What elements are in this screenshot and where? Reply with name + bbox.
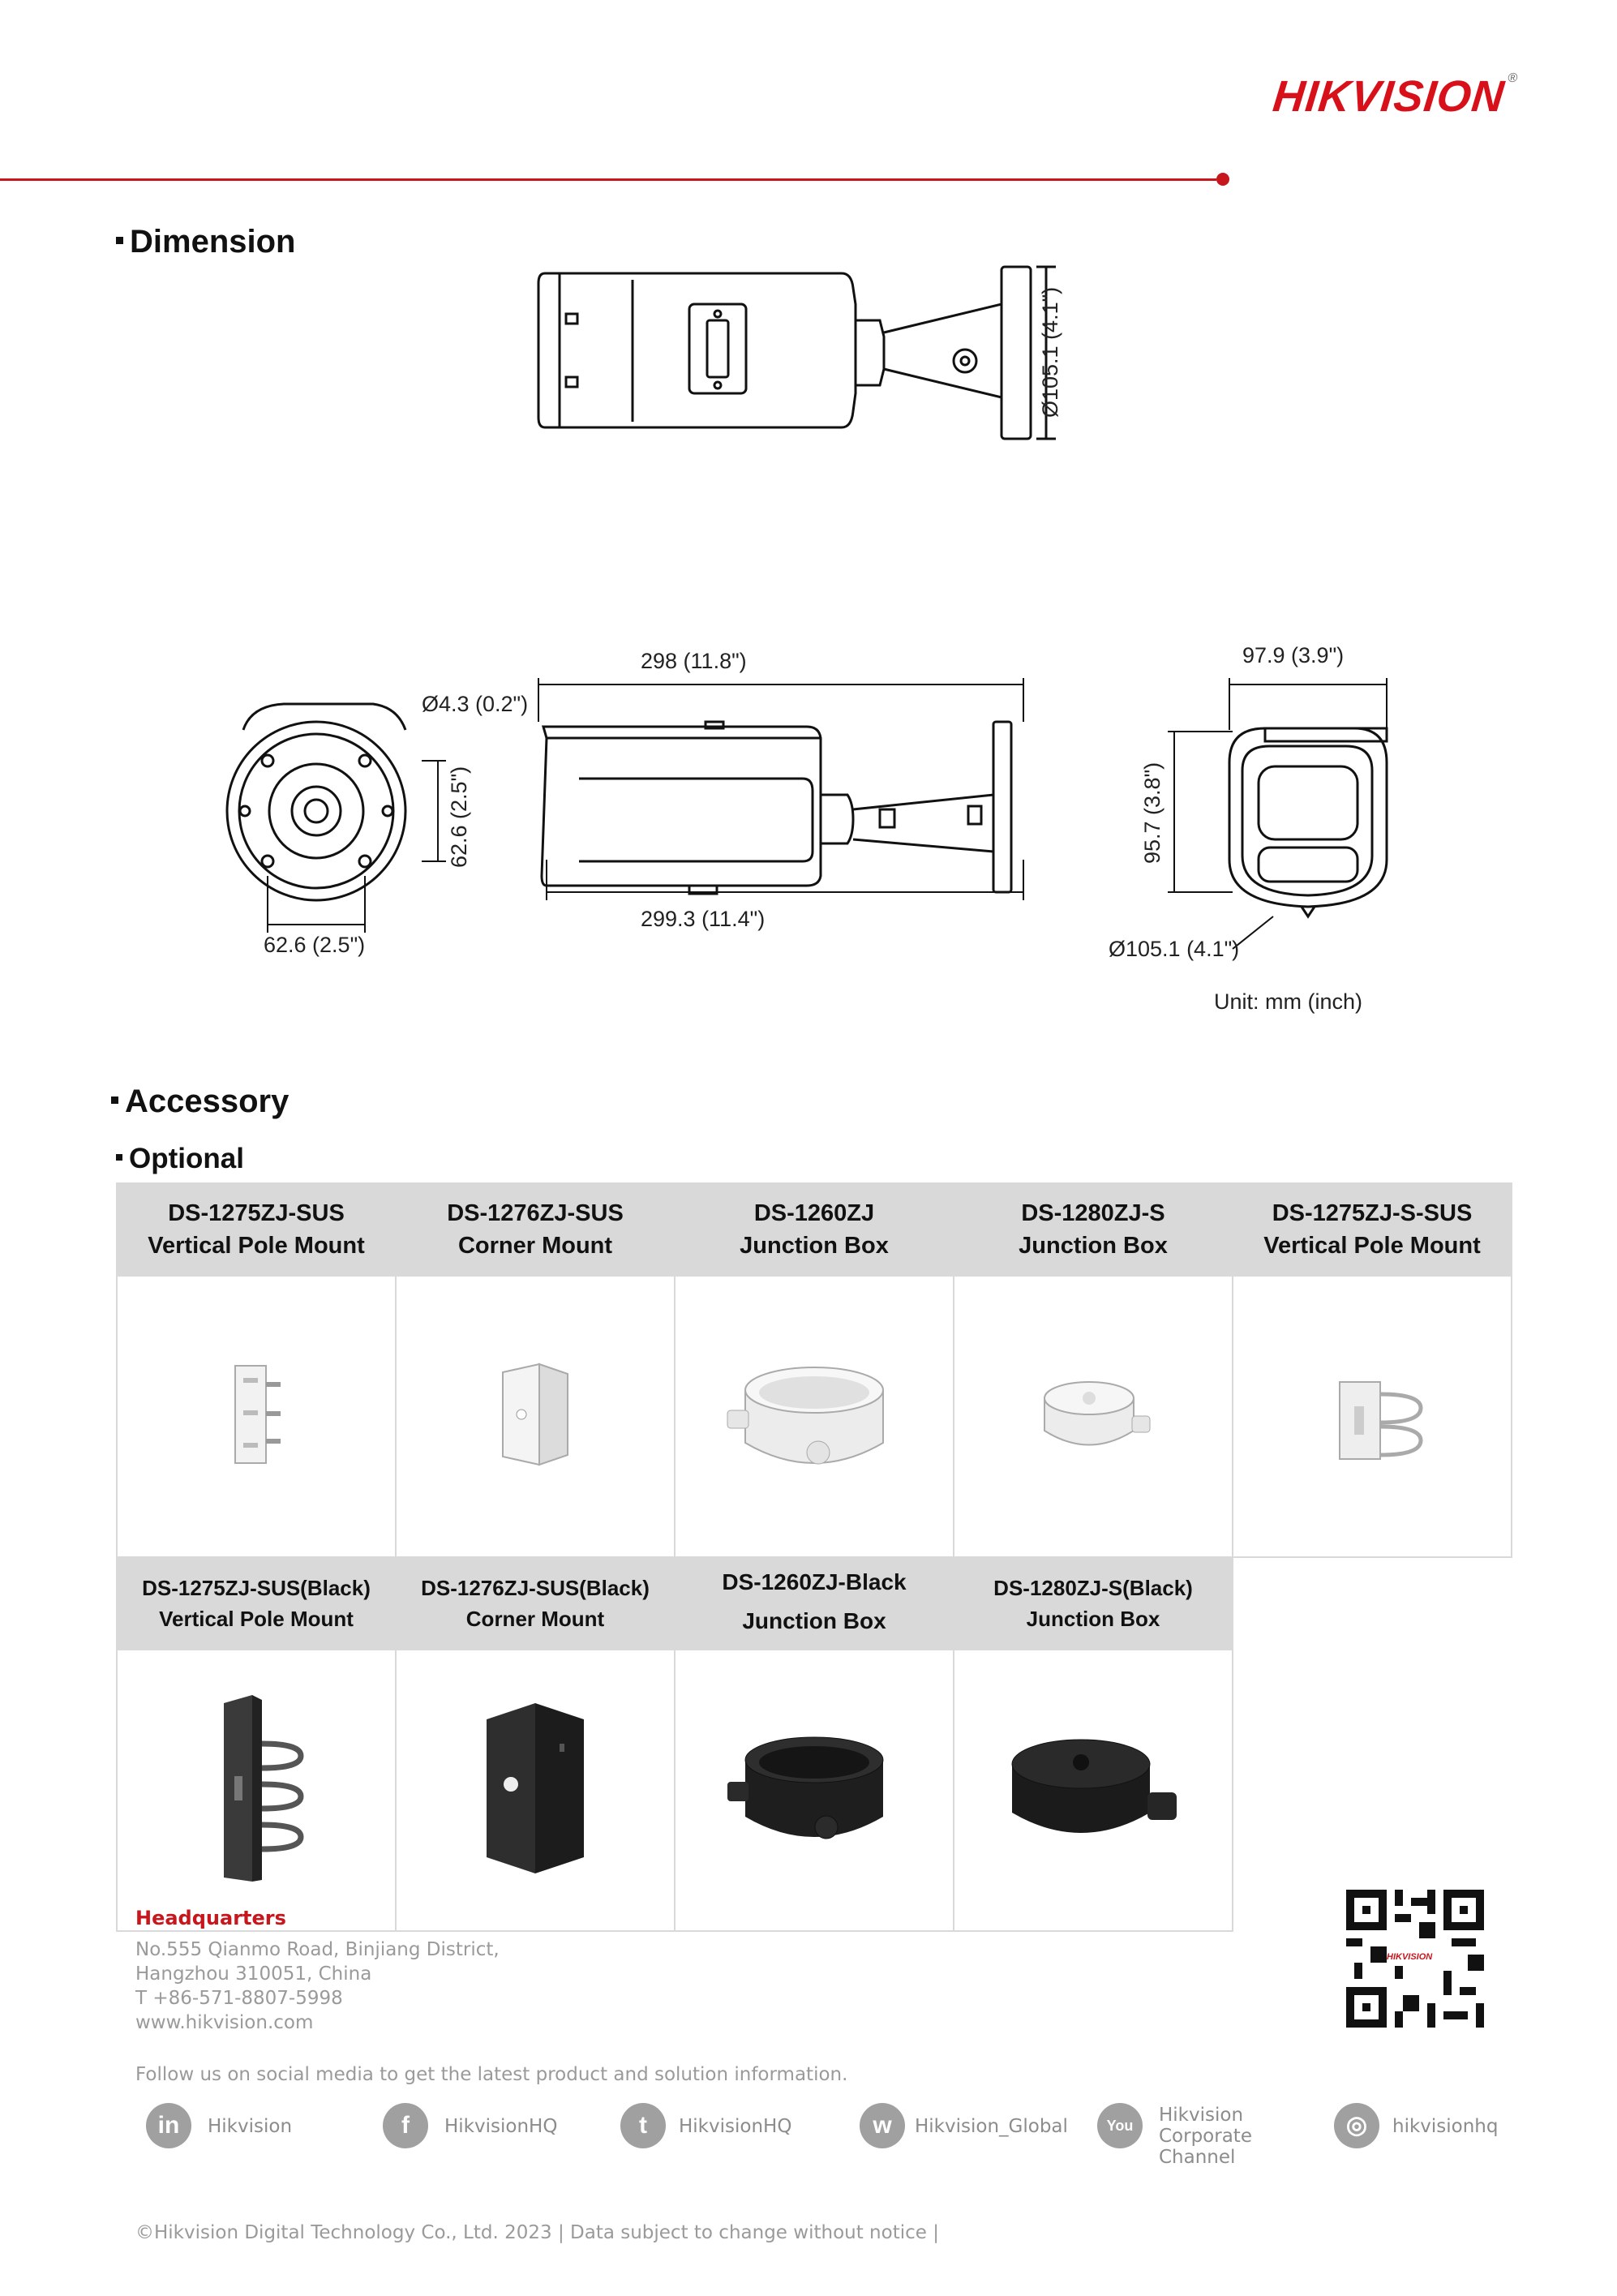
pole-mount-white-icon bbox=[224, 1362, 289, 1467]
side-view-bottom-length-label: 299.3 (11.4") bbox=[641, 907, 766, 931]
accessory-model: DS-1280ZJ-S bbox=[1021, 1200, 1165, 1226]
front-view-hole-label: Ø4.3 (0.2") bbox=[422, 692, 529, 716]
pole-mount-black-icon bbox=[204, 1687, 309, 1890]
hq-address bbox=[135, 1938, 500, 2035]
heading-bullet bbox=[116, 1154, 122, 1161]
camera-rear-view-drawing bbox=[1152, 673, 1419, 965]
youtube-icon: You bbox=[1097, 2103, 1143, 2148]
front-view-height-label bbox=[442, 754, 474, 916]
rear-view-height-label bbox=[1135, 746, 1168, 908]
accessory-type: Junction Box bbox=[742, 1608, 886, 1633]
rear-view-base-label: Ø105.1 (4.1") bbox=[1109, 937, 1240, 961]
brand-name: HIKVISION bbox=[1270, 72, 1508, 121]
linkedin-icon: in bbox=[146, 2103, 191, 2148]
accessory-model: DS-1276ZJ-SUS bbox=[447, 1200, 624, 1226]
accessory-image-cell bbox=[117, 1276, 396, 1557]
corner-mount-black-icon bbox=[470, 1695, 600, 1882]
accessory-header bbox=[954, 1183, 1233, 1276]
accessory-type: Corner Mount bbox=[465, 1607, 605, 1631]
empty-cell bbox=[1233, 1650, 1512, 1931]
camera-top-view-drawing bbox=[527, 255, 1079, 450]
top-view-diameter-label: Ø105.1 (4.1") bbox=[1038, 286, 1062, 418]
instagram-icon: ◎ bbox=[1334, 2103, 1379, 2148]
accessory-header-row-2 bbox=[117, 1557, 1512, 1650]
pole-mount-white-bands-icon bbox=[1291, 1366, 1453, 1463]
accessory-type: Junction Box bbox=[1026, 1607, 1160, 1631]
accessory-model: DS-1260ZJ bbox=[753, 1200, 875, 1226]
side-view-top-length-label: 298 (11.8") bbox=[641, 649, 747, 673]
camera-front-view-drawing bbox=[219, 681, 462, 973]
address-line-2: Hangzhou 310051, China bbox=[135, 1963, 372, 1985]
accessory-header bbox=[1233, 1183, 1512, 1276]
accessory-type: Vertical Pole Mount bbox=[159, 1607, 354, 1631]
optional-title: Optional bbox=[129, 1143, 244, 1174]
junction-box-large-black-icon bbox=[721, 1723, 907, 1853]
header-divider-line bbox=[0, 178, 1216, 181]
hikvision-logo bbox=[1271, 71, 1519, 122]
junction-box-small-black-icon bbox=[992, 1723, 1195, 1853]
empty-cell bbox=[1233, 1557, 1512, 1650]
accessory-image-cell bbox=[396, 1650, 675, 1931]
social-label: Hikvision_Global bbox=[915, 2116, 1068, 2137]
accessory-image-cell bbox=[117, 1650, 396, 1931]
corner-mount-white-icon bbox=[491, 1358, 580, 1471]
social-label: HikvisionHQ bbox=[679, 2116, 792, 2137]
heading-bullet bbox=[116, 237, 123, 244]
address-line-1: No.555 Qianmo Road, Binjiang District, bbox=[135, 1939, 500, 1960]
accessory-header bbox=[675, 1557, 954, 1650]
accessory-header bbox=[117, 1183, 396, 1276]
accessory-header bbox=[396, 1557, 675, 1650]
social-label: Hikvision Corporate Channel bbox=[1159, 2105, 1252, 2168]
copyright: ©Hikvision Digital Technology Co., Ltd. 2023 | Data subject to change without notice | bbox=[135, 2222, 939, 2243]
accessory-image-cell bbox=[1233, 1276, 1512, 1557]
accessory-type: Junction Box bbox=[1019, 1233, 1168, 1259]
accessory-model: DS-1260ZJ-Black bbox=[722, 1569, 907, 1594]
twitter-icon: t bbox=[620, 2103, 666, 2148]
accessory-image-row-1 bbox=[117, 1276, 1512, 1557]
accessory-model: DS-1275ZJ-SUS bbox=[168, 1200, 345, 1226]
follow-text: Follow us on social media to get the latest product and solution information. bbox=[135, 2064, 848, 2085]
header-divider-dot bbox=[1216, 173, 1229, 186]
accessory-image-cell bbox=[954, 1650, 1233, 1931]
social-label: HikvisionHQ bbox=[444, 2116, 558, 2137]
accessory-table bbox=[116, 1182, 1512, 1932]
accessory-header-row-1 bbox=[117, 1183, 1512, 1276]
accessory-header bbox=[954, 1557, 1233, 1650]
accessory-image-cell bbox=[675, 1650, 954, 1931]
rear-view-width-label: 97.9 (3.9") bbox=[1242, 643, 1345, 667]
svg-text:95.7 (3.8"): 95.7 (3.8") bbox=[1140, 762, 1164, 864]
hq-title: Headquarters bbox=[135, 1907, 286, 1929]
qr-caption: HIKVISION bbox=[1387, 1952, 1433, 1962]
optional-heading bbox=[116, 1143, 244, 1175]
accessory-type: Corner Mount bbox=[457, 1233, 613, 1259]
unit-note: Unit: mm (inch) bbox=[1214, 989, 1363, 1014]
social-label: Hikvision bbox=[208, 2116, 293, 2137]
registered-mark: ® bbox=[1507, 71, 1520, 85]
accessory-model: DS-1275ZJ-SUS(Black) bbox=[142, 1576, 371, 1600]
social-label: hikvisionhq bbox=[1392, 2116, 1499, 2137]
accessory-image-cell bbox=[396, 1276, 675, 1557]
facebook-icon: f bbox=[383, 2103, 428, 2148]
front-view-width-label: 62.6 (2.5") bbox=[264, 933, 366, 957]
junction-box-small-white-icon bbox=[1028, 1366, 1158, 1463]
accessory-header bbox=[117, 1557, 396, 1650]
accessory-title: Accessory bbox=[125, 1084, 290, 1119]
camera-side-view-drawing bbox=[527, 673, 1030, 908]
svg-text:62.6 (2.5"): 62.6 (2.5") bbox=[447, 766, 471, 868]
heading-bullet bbox=[111, 1097, 118, 1104]
accessory-image-row-2 bbox=[117, 1650, 1512, 1931]
accessory-model: DS-1275ZJ-S-SUS bbox=[1272, 1200, 1473, 1226]
accessory-heading bbox=[111, 1084, 289, 1120]
website-link[interactable]: www.hikvision.com bbox=[135, 2012, 314, 2033]
accessory-header bbox=[396, 1183, 675, 1276]
accessory-image-cell bbox=[675, 1276, 954, 1557]
phone-number: T +86-571-8807-5998 bbox=[135, 1988, 343, 2009]
dimension-title: Dimension bbox=[130, 224, 296, 260]
accessory-model: DS-1280ZJ-S(Black) bbox=[993, 1576, 1193, 1600]
dimension-heading bbox=[116, 224, 295, 260]
accessory-type: Vertical Pole Mount bbox=[1263, 1233, 1481, 1259]
accessory-image-cell bbox=[954, 1276, 1233, 1557]
accessory-model: DS-1276ZJ-SUS(Black) bbox=[421, 1576, 650, 1600]
junction-box-large-white-icon bbox=[721, 1354, 907, 1475]
wechat-icon: w bbox=[860, 2103, 905, 2148]
accessory-header bbox=[675, 1183, 954, 1276]
accessory-type: Junction Box bbox=[740, 1233, 889, 1259]
accessory-type: Vertical Pole Mount bbox=[148, 1233, 365, 1259]
